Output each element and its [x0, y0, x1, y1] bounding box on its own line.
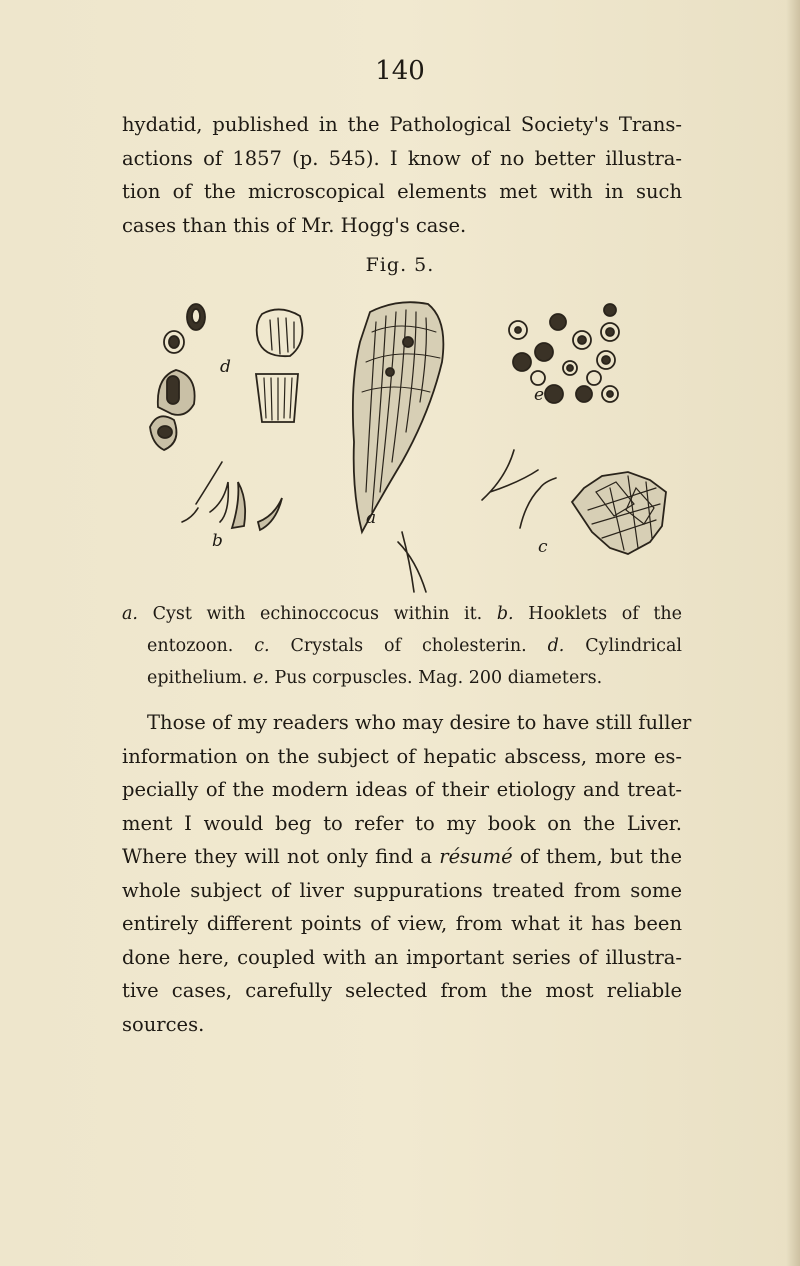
- text-fragment: Where they will not only find a: [122, 845, 440, 868]
- figure-label-b: b: [212, 531, 223, 551]
- text-line: actions of 1857 (p. 545). I know of no better illustra-: [122, 146, 682, 170]
- text-line: tion of the microscopical elements met with in such: [122, 180, 682, 203]
- text-line: ment I would beg to refer to my book on the Liver.: [122, 811, 682, 835]
- text-line: tive cases, carefully selected from the most reliable: [122, 979, 682, 1002]
- text-line: [122, 840, 682, 874]
- caption-label-b: b.: [496, 604, 514, 624]
- text-line: information on the subject of hepatic abscess, more es-: [122, 744, 682, 768]
- pus-corpuscles-drawing: [509, 304, 619, 403]
- caption-text: entozoon.: [147, 636, 255, 656]
- italic-word: résumé: [439, 845, 513, 868]
- caption-line: [122, 662, 682, 694]
- caption-text-b: Hooklets of the: [513, 604, 682, 624]
- text-line: entirely different points of view, from what it has been: [122, 912, 682, 935]
- figure-illustration: [140, 292, 680, 602]
- cyst-drawing: [353, 302, 444, 592]
- epithelium-cells-drawing: [150, 304, 302, 530]
- text-line: whole subject of liver suppurations treated from some: [122, 878, 682, 902]
- caption-label-a: a.: [122, 604, 138, 624]
- caption-text-d: Cylindrical: [564, 636, 682, 656]
- text-line: done here, coupled with an important series of illustra-: [122, 945, 682, 969]
- text-line: cases than this of Mr. Hogg's case.: [122, 213, 467, 237]
- caption-text-c: Crystals of cholesterin.: [269, 636, 548, 656]
- caption-label-c: c.: [254, 636, 270, 656]
- caption-label-d: d.: [547, 636, 565, 656]
- caption-label-e: e.: [253, 668, 269, 688]
- figure-label-c: c: [538, 537, 548, 557]
- text-fragment: of them, but the: [512, 845, 682, 868]
- caption-text-a: Cyst with echinoccocus within it.: [138, 604, 497, 624]
- caption-text-e: Pus corpuscles. Mag. 200 diameters.: [268, 668, 603, 688]
- caption-text: epithelium.: [147, 668, 253, 688]
- page-number: 140: [375, 56, 425, 86]
- paragraph-top: [122, 108, 682, 242]
- figure-label-a: a: [366, 508, 377, 528]
- text-line: Those of my readers who may desire to have still fuller: [147, 711, 692, 734]
- figure-label-d: d: [220, 357, 231, 377]
- text-line: hydatid, published in the Pathological Society's Trans-: [122, 113, 682, 136]
- figure-label-e: e: [534, 385, 545, 405]
- crystals-drawing: [482, 450, 666, 554]
- figure-title: Fig. 5.: [365, 254, 435, 276]
- paragraph-bottom: [122, 706, 692, 1041]
- text-line: sources.: [122, 1012, 205, 1036]
- figure-caption: [122, 598, 682, 694]
- caption-line: [122, 598, 682, 630]
- text-line: pecially of the modern ideas of their etiology and treat-: [122, 778, 682, 801]
- caption-line: [122, 630, 682, 662]
